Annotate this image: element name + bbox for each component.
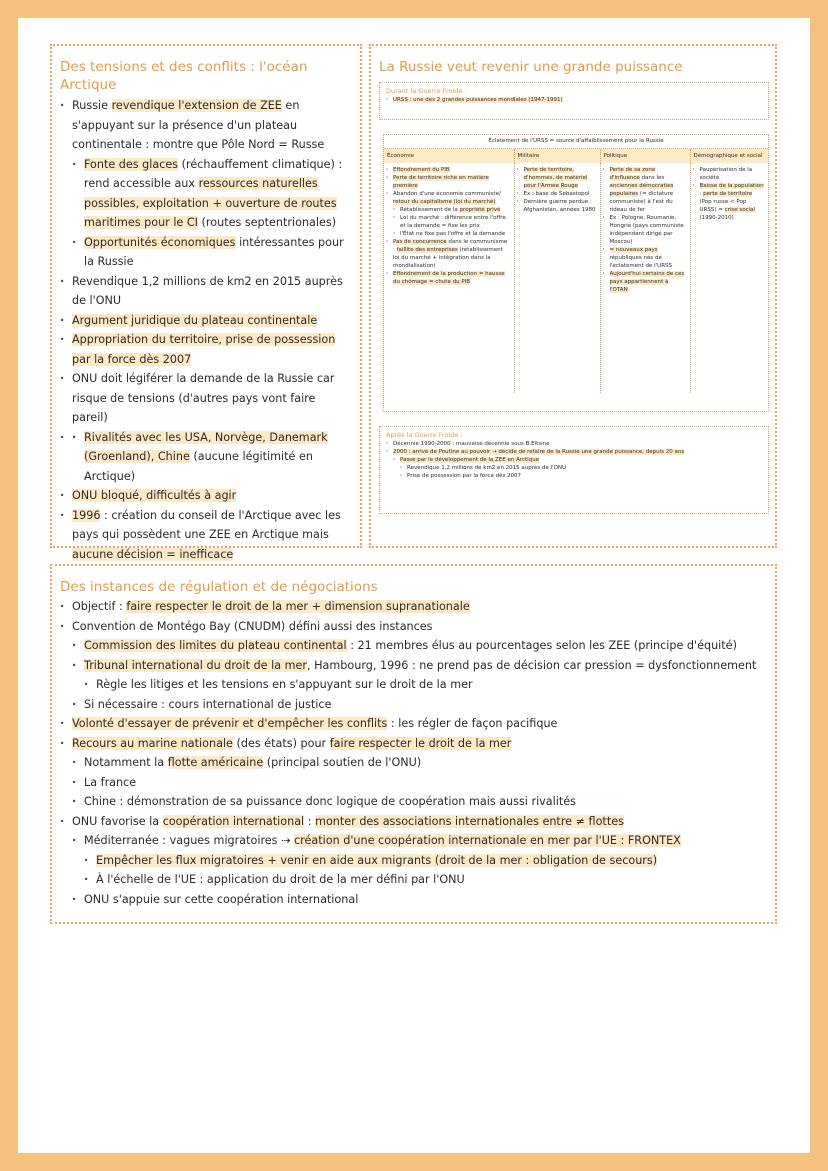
list-item: · URSS : une des 2 grandes puissances mondiales (1947-1991) <box>393 96 762 104</box>
regulation-title: Des instances de régulation et de négociations <box>60 579 378 595</box>
table-cell-demographique <box>690 163 768 393</box>
list-item: · Opportunités économiques intéressantes pour la Russie <box>84 233 352 272</box>
list-item: · Si nécessaire : cours international de justice <box>84 695 767 715</box>
list-item: · ONU favorise la coopération international : monter des associations internationales entre ≠ flottes · Méditerranée : vagues migratoires ⇢ création d'une coopération internationale en mer par l'UE : FRONTEX · Empêcher les flux migratoires + venir en aide aux migrants (droit de la mer : obligation de secours) · À l'échelle de l'UE : application du droit de la mer défini par l'ONU · ONU s'appuie sur cette coopération international <box>72 812 767 910</box>
list-item: · Revendique 1,2 millions de km2 en 2015 auprès de l'ONU <box>72 272 352 311</box>
after-cold-war-box <box>379 426 769 514</box>
table-cell-economie <box>384 163 514 393</box>
list-item: · Argument juridique du plateau continentale <box>72 311 352 331</box>
list-item: · Aujourd'hui certains de ces pays appartiennent à l'OTAN <box>610 270 687 294</box>
list-item: · · Rivalités avec les USA, Norvège, Danemark (Groenland), Chine (aucune légitimité en Arctique) <box>84 428 352 487</box>
list-item: · Recours au marine nationale (des états) pour faire respecter le droit de la mer · Notamment la flotte américaine (principal soutien de l'ONU) · La france · Chine : démonstration de sa puissance donc logique de coopération mais aussi rivalités <box>72 734 767 812</box>
ussr-table-box <box>383 134 769 412</box>
list-item: · ONU s'appuie sur cette coopération international <box>84 890 767 910</box>
list-item: · Ex : base de Sebastopol <box>524 190 597 198</box>
russia-section <box>369 44 777 548</box>
list-item: · 2000 : arrivé de Poutine au pouvoir ⇢ décide de refaire de la Russie une grande puissance, depuis 20 ans · Passe par le développement de la ZEE en Arctique · Revendique 1,2 millions de km2 en 2015 auprès de l'ONU · Prise de possession par la force dès 2007 <box>393 448 762 480</box>
regulation-section <box>50 564 777 924</box>
table-header: Démographique et social <box>690 149 768 163</box>
russia-title: La Russie veut revenir une grande puissance <box>379 59 683 75</box>
list-item: · Décennie 1990-2000 : mauvaise décennie sous B.Eltsine <box>393 440 762 448</box>
list-item: · l'État ne fixe pas l'offre et la demande <box>400 230 511 238</box>
table-header: Militaire <box>514 149 600 163</box>
list-item: · Baisse de la population : perte de territoire (Pop russe < Pop URSS) = crise social (1990-2010) <box>700 182 766 222</box>
list-item: · Passe par le développement de la ZEE en Arctique · Revendique 1,2 millions de km2 en 2015 auprès de l'ONU · Prise de possession par la force dès 2007 <box>400 456 762 480</box>
list-item: · 1996 : création du conseil de l'Arctique avec les pays qui possèdent une ZEE en Arctique mais aucune décision = inefficace <box>72 506 352 565</box>
list-item: · Pas de concurrence dans le communisme : faillite des entreprises (rétablissement loi du marché + intégration dans la mondialisation) <box>393 238 511 270</box>
list-item: · Objectif : faire respecter le droit de la mer + dimension supranationale <box>72 597 767 617</box>
list-item: · Prise de possession par la force dès 2007 <box>407 472 762 480</box>
table-cell-politique <box>600 163 690 393</box>
list-item: · Notamment la flotte américaine (principal soutien de l'ONU) <box>84 753 767 773</box>
table-caption: Éclatement de l'URSS = source d'affaiblissement pour la Russie <box>384 135 768 149</box>
list-item: · ONU bloqué, difficultés à agir <box>72 486 352 506</box>
list-item: · Appropriation du territoire, prise de possession par la force dès 2007 <box>72 330 352 369</box>
cold-war-label: Durant la Guerre Froide : <box>386 87 467 95</box>
list-item: · Effondrement de la production = hausse du chômage = chute du PIB <box>393 270 511 286</box>
list-item: · Perte de sa zone d'influence dans les anciennes démocraties populaires (= dictature communiste) à l'est du rideau de fer <box>610 166 687 214</box>
list-item: · Dernière guerre perdue : Afghanistan, années 1980 <box>524 198 597 214</box>
list-item: · Chine : démonstration de sa puissance donc logique de coopération mais aussi rivalités <box>84 792 767 812</box>
page <box>18 18 810 1153</box>
list-item: · Ex : Pologne, Roumanie, Hongrie (pays communiste indépendant dirigé par Moscou) <box>610 214 687 246</box>
table-header: Politique <box>600 149 690 163</box>
list-item: · Perte de territoire riche en matière première <box>393 174 511 190</box>
list-item: · Loi du marché : différence entre l'offre et la demande = fixe les prix <box>400 214 511 230</box>
list-item: · La france <box>84 773 767 793</box>
list-item: · Rétablissement de la propriété privé <box>400 206 511 214</box>
list-item: · Commission des limites du plateau continental : 21 membres élus au pourcentages selon les ZEE (principe d'équité) <box>84 636 767 656</box>
list-item: · Revendique 1,2 millions de km2 en 2015 auprès de l'ONU <box>407 464 762 472</box>
ussr-table <box>384 149 768 393</box>
list-item: · Effondrement du PIB <box>393 166 511 174</box>
arctic-section <box>50 44 362 561</box>
list-item: · Volonté d'essayer de prévenir et d'empêcher les conflits : les régler de façon pacifique <box>72 714 767 734</box>
table-header: Économie <box>384 149 514 163</box>
list-item: · Russie revendique l'extension de ZEE en s'appuyant sur la présence d'un plateau continentale : montre que Pôle Nord = Russe · Fonte des glaces (réchauffement climatique) : rend accessible aux ressources naturelles possibles, exploitation + ouverture de routes maritimes pour le CI (routes septentrionales) · Opportunités économiques intéressantes pour la Russie <box>72 96 352 272</box>
list-item: · Paupérisation de la société <box>700 166 766 182</box>
list-item: · Tribunal international du droit de la mer, Hambourg, 1996 : ne prend pas de décision car pression = dysfonctionnement · Règle les litiges et les tensions en s'appuyant sur le droit de la mer <box>84 656 767 695</box>
list-item: · Fonte des glaces (réchauffement climatique) : rend accessible aux ressources naturelles possibles, exploitation + ouverture de routes maritimes pour le CI (routes septentrionales) <box>84 155 352 233</box>
list-item: · Abandon d'une économie communiste/ retour du capitalisme (loi du marché) · Rétablissement de la propriété privé · Loi du marché : différence entre l'offre et la demande = fixe les prix · l'État ne fixe pas l'offre et la demande <box>393 190 511 238</box>
list-item: · Méditerranée : vagues migratoires ⇢ création d'une coopération internationale en mer par l'UE : FRONTEX · Empêcher les flux migratoires + venir en aide aux migrants (droit de la mer : obligation de secours) · À l'échelle de l'UE : application du droit de la mer défini par l'ONU <box>84 831 767 890</box>
list-item: · Règle les litiges et les tensions en s'appuyant sur le droit de la mer <box>96 675 767 695</box>
list-item: · Perte de territoire, d'hommes, de matériel pour l'Armée Rouge <box>524 166 597 190</box>
list-item <box>72 428 352 487</box>
table-cell-militaire <box>514 163 600 393</box>
list-item: · Empêcher les flux migratoires + venir en aide aux migrants (droit de la mer : obligation de secours) <box>96 851 767 871</box>
list-item: · ONU doit légiférer la demande de la Russie car risque de tensions (d'autres pays vont faire pareil) <box>72 369 352 428</box>
list-item: · Convention de Montégo Bay (CNUDM) défini aussi des instances · Commission des limites du plateau continental : 21 membres élus au pourcentages selon les ZEE (principe d'équité) · Tribunal international du droit de la mer, Hambourg, 1996 : ne prend pas de décision car pression = dysfonctionnement · Règle les litiges et les tensions en s'appuyant sur le droit de la mer · Si nécessaire : cours international de justice <box>72 617 767 715</box>
arctic-title: Des tensions et des conflits : l'océan Arctique <box>60 59 308 93</box>
after-cold-war-label: Après la Guerre Froide : <box>386 431 463 439</box>
list-item: · À l'échelle de l'UE : application du droit de la mer défini par l'ONU <box>96 870 767 890</box>
cold-war-box <box>379 82 769 120</box>
list-item: · = nouveaux pays républiques nés de l'éclatement de l'URSS <box>610 246 687 270</box>
